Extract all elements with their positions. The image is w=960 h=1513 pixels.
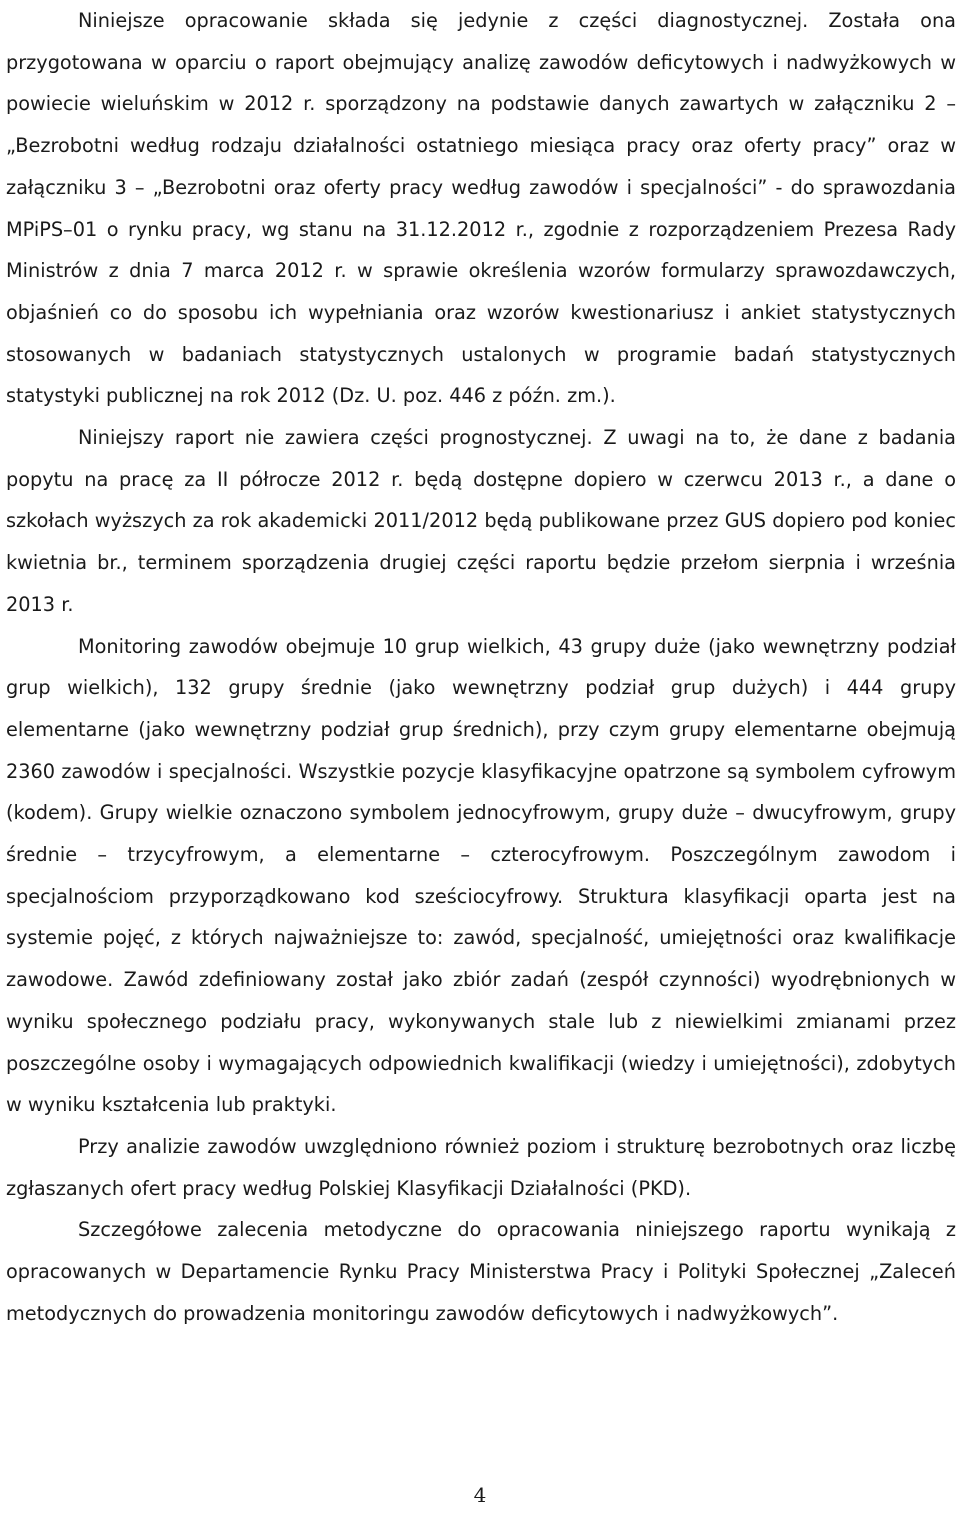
document-body <box>6 0 956 1335</box>
page-number: 4 <box>473 1483 487 1507</box>
paragraph-methodology-scope: Niniejsze opracowanie składa się jedynie z części diagnostycznej. Została ona przygotowana w oparciu o raport obejmujący analizę zawodów deficytowych i nadwyżkowych w powiecie wieluńskim w 2012 r. sporządzony na podstawie danych zawartych w załączniku 2 – „Bezrobotni według rodzaju działalności ostatniego miesiąca pracy oraz oferty pracy” oraz w załączniku 3 – „Bezrobotni oraz oferty pracy według zawodów i specjalności” - do sprawozdania MPiPS–01 o rynku pracy, wg stanu na 31.12.2012 r., zgodnie z rozporządzeniem Prezesa Rady Ministrów z dnia 7 marca 2012 r. w sprawie określenia wzorów formularzy sprawozdawczych, objaśnień co do sposobu ich wypełniania oraz wzorów kwestionariusz i ankiet statystycznych stosowanych w badaniach statystycznych ustalonych w programie badań statystycznych statystyki publicznej na rok 2012 (Dz. U. poz. 446 z późn. zm.). <box>6 9 956 408</box>
paragraph-classification: Monitoring zawodów obejmuje 10 grup wielkich, 43 grupy duże (jako wewnętrzny podział grup wielkich), 132 grupy średnie (jako wewnętrzny podział grup dużych) i 444 grupy elementarne (jako wewnętrzny podział grup średnich), przy czym grupy elementarne obejmują 2360 zawodów i specjalności. Wszystkie pozycje klasyfikacyjne opatrzone są symbolem cyfrowym (kodem). Grupy wielkie oznaczono symbolem jednocyfrowym, grupy duże – dwucyfrowym, grupy średnie – trzycyfrowym, a elementarne – czterocyfrowym. Poszczególnym zawodom i specjalnościom przyporządkowano kod sześciocyfrowy. Struktura klasyfikacji oparta jest na systemie pojęć, z których najważniejsze to: zawód, specjalność, umiejętności oraz kwalifikacje zawodowe. Zawód zdefiniowany został jako zbiór zadań (zespół czynności) wyodrębnionych w wyniku społecznego podziału pracy, wykonywanych stale lub z niewielkimi zmianami przez poszczególne osoby i wymagających odpowiednich kwalifikacji (wiedzy i umiejętności), zdobytych w wyniku kształcenia lub praktyki. <box>6 634 956 1117</box>
paragraph-pkd-analysis: Przy analizie zawodów uwzględniono również poziom i strukturę bezrobotnych oraz liczbę zgłaszanych ofert pracy według Polskiej Klasyfikacji Działalności (PKD). <box>6 1134 956 1200</box>
paragraph-recommendations: Szczegółowe zalecenia metodyczne do opracowania niniejszego raportu wynikają z opracowanych w Departamencie Rynku Pracy Ministerstwa Pracy i Polityki Społecznej „Zaleceń metodycznych do prowadzenia monitoringu zawodów deficytowych i nadwyżkowych”. <box>6 1218 956 1325</box>
paragraph-forecast-note: Niniejszy raport nie zawiera części prognostycznej. Z uwagi na to, że dane z badania popytu na pracę za II półrocze 2012 r. będą dostępne dopiero w czerwcu 2013 r., a dane o szkołach wyższych za rok akademicki 2011/2012 będą publikowane przez GUS dopiero pod koniec kwietnia br., terminem sporządzenia drugiej części raportu będzie przełom sierpnia i września 2013 r. <box>6 426 956 616</box>
